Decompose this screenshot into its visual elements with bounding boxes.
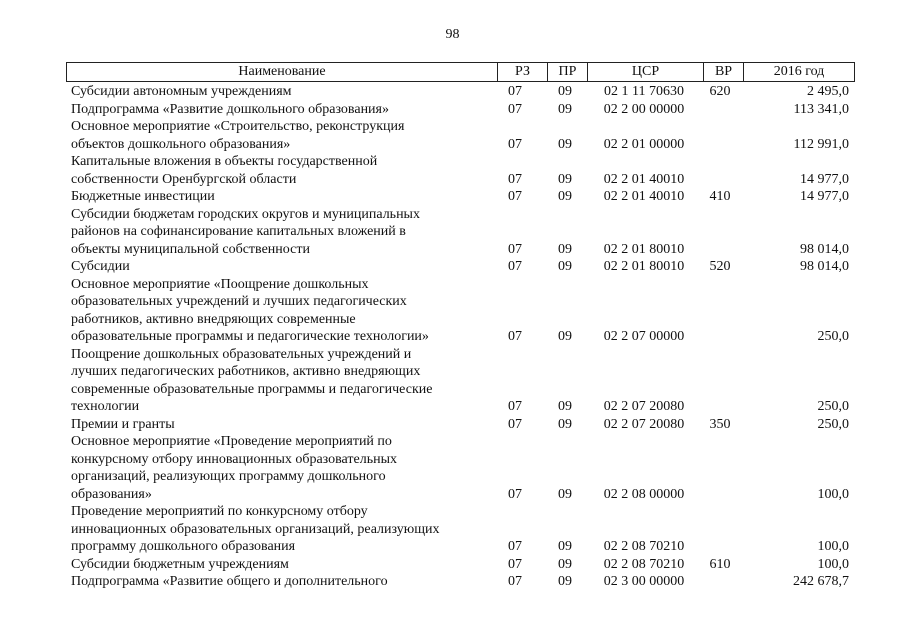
row-pr: 09 (558, 574, 572, 589)
row-vr: 620 (709, 84, 731, 99)
row-amount: 250,0 (817, 416, 849, 432)
table-row (66, 433, 855, 503)
row-rz: 07 (508, 259, 522, 274)
row-csr: 02 2 07 20080 (603, 399, 685, 414)
row-name: Капитальные вложения в объекты государственной собственности Оренбургской области (71, 154, 378, 187)
row-pr: 09 (558, 189, 572, 204)
row-amount: 98 014,0 (800, 241, 849, 257)
header-pr: ПР (547, 63, 587, 81)
row-name: Основное мероприятие «Строительство, реконструкция объектов дошкольного образования» (71, 119, 405, 152)
row-name: Основное мероприятие «Поощрение дошкольных образовательных учреждений и лучших педагогических работников, активно внедряющих современные образовательные программы и педагогические технологии» (71, 276, 429, 344)
row-name: Премии и гранты (71, 416, 175, 432)
row-csr: 02 2 07 20080 (603, 416, 685, 432)
page-number: 98 (445, 27, 460, 42)
row-rz: 07 (508, 84, 522, 99)
row-pr: 09 (558, 539, 572, 554)
row-amount: 112 991,0 (793, 136, 849, 152)
row-pr: 09 (558, 556, 572, 572)
row-csr: 02 2 07 00000 (603, 329, 685, 344)
row-csr: 02 2 01 80010 (603, 241, 685, 257)
row-name: Подпрограмма «Развитие общего и дополнительного (71, 574, 388, 589)
row-name: Проведение мероприятий по конкурсному отбору инновационных образовательных организаций, реализующих программу дошкольного образования (71, 504, 440, 554)
row-pr: 09 (558, 416, 572, 432)
row-amount: 100,0 (817, 486, 849, 502)
row-vr: 350 (709, 416, 731, 432)
row-pr: 09 (558, 399, 572, 414)
table-header (66, 62, 855, 82)
row-amount: 242 678,7 (793, 574, 849, 589)
row-name: Субсидии бюджетным учреждениям (71, 556, 289, 572)
row-pr: 09 (558, 241, 572, 257)
row-rz: 07 (508, 101, 522, 117)
table-row (66, 346, 855, 416)
row-pr: 09 (558, 136, 572, 152)
row-csr: 02 2 01 80010 (603, 259, 685, 274)
row-name: Субсидии бюджетам городских округов и муниципальных районов на софинансирование капитальных вложений в объекты муниципальной собственности (71, 206, 420, 257)
table-row (66, 101, 855, 119)
row-csr: 02 2 08 00000 (603, 486, 685, 502)
table-body (66, 83, 855, 591)
row-vr: 610 (709, 556, 731, 572)
row-name: Субсидии автономным учреждениям (71, 84, 292, 99)
header-vr: ВР (703, 63, 743, 81)
row-pr: 09 (558, 259, 572, 274)
row-rz: 07 (508, 171, 522, 187)
row-rz: 07 (508, 539, 522, 554)
table-row (66, 153, 855, 188)
row-rz: 07 (508, 556, 522, 572)
table-row (66, 206, 855, 259)
row-amount: 250,0 (817, 399, 849, 414)
row-name: Подпрограмма «Развитие дошкольного образования» (71, 101, 389, 117)
row-csr: 02 1 11 70630 (604, 84, 684, 99)
table-row (66, 503, 855, 556)
row-pr: 09 (558, 486, 572, 502)
row-rz: 07 (508, 189, 522, 204)
row-csr: 02 2 01 00000 (603, 136, 685, 152)
row-vr: 410 (709, 189, 731, 204)
row-amount: 14 977,0 (800, 171, 849, 187)
table-row (66, 416, 855, 434)
row-amount: 98 014,0 (800, 259, 849, 274)
row-rz: 07 (508, 486, 522, 502)
row-pr: 09 (558, 329, 572, 344)
row-name: Поощрение дошкольных образовательных учреждений и лучших педагогических работников, активно внедряющих современные образовательные программы и педагогические технологии (71, 346, 433, 414)
row-name: Бюджетные инвестиции (71, 189, 215, 204)
row-name: Субсидии (71, 259, 130, 274)
row-amount: 14 977,0 (800, 189, 849, 204)
row-rz: 07 (508, 399, 522, 414)
header-year: 2016 год (743, 63, 854, 81)
row-rz: 07 (508, 136, 522, 152)
row-amount: 113 341,0 (793, 101, 849, 117)
table-row (66, 83, 855, 101)
row-pr: 09 (558, 101, 572, 117)
table-row (66, 258, 855, 276)
header-name: Наименование (238, 64, 326, 79)
row-rz: 07 (508, 329, 522, 344)
row-csr: 02 2 01 40010 (603, 189, 685, 204)
row-name: Основное мероприятие «Проведение мероприятий по конкурсному отбору инновационных образовательных организаций, реализующих программу дошкольного образования» (71, 434, 398, 502)
table-row (66, 276, 855, 346)
row-csr: 02 2 01 40010 (603, 171, 685, 187)
table-row (66, 118, 855, 153)
row-pr: 09 (558, 84, 572, 99)
row-csr: 02 3 00 00000 (603, 574, 685, 589)
row-rz: 07 (508, 416, 522, 432)
row-csr: 02 2 08 70210 (603, 539, 685, 554)
row-csr: 02 2 08 70210 (603, 556, 685, 572)
header-csr: ЦСР (587, 63, 703, 81)
row-vr: 520 (709, 259, 731, 274)
row-rz: 07 (508, 574, 522, 589)
row-amount: 2 495,0 (807, 84, 849, 99)
header-rz: РЗ (497, 63, 547, 81)
row-pr: 09 (558, 171, 572, 187)
table-row (66, 188, 855, 206)
row-amount: 100,0 (817, 539, 849, 554)
table-row (66, 556, 855, 574)
row-amount: 250,0 (817, 329, 849, 344)
row-csr: 02 2 00 00000 (603, 101, 685, 117)
row-rz: 07 (508, 241, 522, 257)
row-amount: 100,0 (817, 556, 849, 572)
table-row (66, 573, 855, 591)
